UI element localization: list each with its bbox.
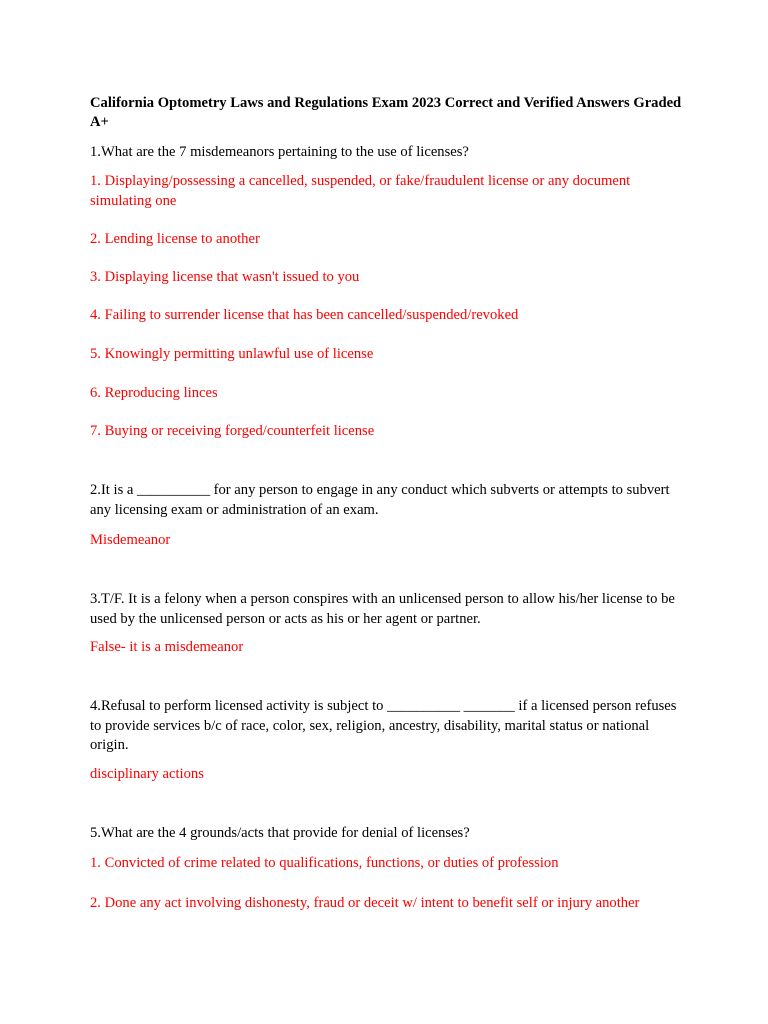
- question-5: 5.What are the 4 grounds/acts that provide for denial of licenses?: [90, 825, 470, 841]
- answer-5-1: 1. Convicted of crime related to qualifications, functions, or duties of profession: [90, 855, 559, 871]
- answer-1-1: 1. Displaying/possessing a cancelled, suspended, or fake/fraudulent license or any document simulating one: [90, 173, 631, 209]
- document-title: California Optometry Laws and Regulations Exam 2023 Correct and Verified Answers Graded A+: [90, 95, 682, 130]
- answer-1-3: 3. Displaying license that wasn't issued to you: [90, 269, 360, 285]
- answer-5-2: 2. Done any act involving dishonesty, fraud or deceit w/ intent to benefit self or injury another: [90, 895, 640, 911]
- question-3: 3.T/F. It is a felony when a person conspires with an unlicensed person to allow his/her license to be used by the unlicensed person or acts as his or her agent or partner.: [90, 591, 675, 627]
- answer-1-4: 4. Failing to surrender license that has been cancelled/suspended/revoked: [90, 307, 519, 323]
- answer-1-7: 7. Buying or receiving forged/counterfeit license: [90, 423, 375, 439]
- answer-3: False- it is a misdemeanor: [90, 639, 244, 655]
- answer-1-6: 6. Reproducing linces: [90, 385, 218, 401]
- question-4: 4.Refusal to perform licensed activity is subject to __________ _______ if a licensed person refuses to provide services b/c of race, color, sex, religion, ancestry, disability, marital status or national origin.: [90, 698, 677, 753]
- answer-4: disciplinary actions: [90, 766, 204, 782]
- question-2: 2.It is a __________ for any person to engage in any conduct which subverts or attempts to subvert any licensing exam or administration of an exam.: [90, 482, 670, 518]
- answer-1-5: 5. Knowingly permitting unlawful use of license: [90, 346, 374, 362]
- answer-1-2: 2. Lending license to another: [90, 231, 260, 247]
- answer-2: Misdemeanor: [90, 532, 171, 548]
- question-1: 1.What are the 7 misdemeanors pertaining to the use of licenses?: [90, 144, 469, 160]
